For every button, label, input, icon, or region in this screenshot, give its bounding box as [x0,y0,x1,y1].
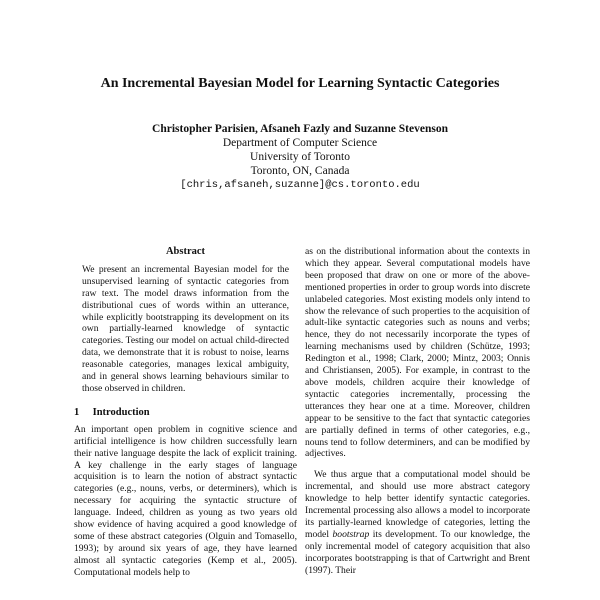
bootstrap-italic: bootstrap [332,528,370,540]
location: Toronto, ON, Canada [250,165,350,177]
left-column [74,246,297,579]
university: University of Toronto [250,151,350,163]
author-names: Christopher Parisien, Afsaneh Fazly and Suzanne Stevenson [152,123,448,135]
department: Department of Computer Science [222,137,378,149]
right-paragraph-1: as on the distributional information about the contexts in which they appear. Several computational models have been proposed that draw on one or more of the above-mentioned properties in order to group words into discrete unlabeled categories. Most existing models only intend to show the relevance of such properties to the acquisition of adult-like syntactic categories such as nouns and verbs; hence, they do not necessarily incorporate the types of learning mechanisms used by children (Schütze, 1993; Redington et al., 1998; Clark, 2000; Mintz, 2003; Onnis and Christiansen, 2005). For example, in contrast to the above models, children acquire their knowledge of syntactic categories incrementally, processing the utterances they hear one at a time. Moreover, children appear to be sensitive to the fact that syntactic categories are partially defined in terms of other categories, e.g., nouns tend to follow determiners, and can be modified by adjectives. [305,246,530,460]
paper-title: An Incremental Bayesian Model for Learning Syntactic Categories [100,76,500,91]
right-paragraph-2-start: We thus argue that a computational model should be incremental, and should use more abstract category knowledge to help better identify syntactic categories. Incremental processing also allows a model to incorporate its partially-learned knowledge of categories, letting the model [305,469,530,540]
introduction-text: An important open problem in cognitive science and artificial intelligence is how children successfully learn their native language despite the lack of explicit training. A key challenge in the early stages of language acquisition is to learn the notion of abstract syntactic categories (e.g., nouns, verbs, or determiners), which is necessary for acquiring the syntactic structure of language. Indeed, children as young as two years old show evidence of having acquired a good knowledge of some of these abstract categories (Olguin and Tomasello, 1993); by around six years of age, they have learned almost all syntactic categories (Kemp et al., 2005). Computational models help to [74,423,297,578]
author-block [0,122,600,192]
author-email: [chris,afsaneh,suzanne]@cs.toronto.edu [180,179,420,191]
right-column [305,246,530,576]
section-title: Introduction [92,406,150,418]
abstract-text: We present an incremental Bayesian model for the unsupervised learning of syntactic categories from raw text. The model draws information from the distributional cues of words within an utterance, while explicitly bootstrapping its development on its own partially-learned knowledge of syntactic categories. Testing our model on actual child-directed data, we demonstrate that it is robust to noise, learns reasonable categories, manages lexical ambiguity, and in general shows learning behaviours similar to those observed in children. [82,263,289,394]
right-paragraph-2-end: its development. To our knowledge, the only incremental model of category acquisition that also incorporates bootstrapping is that of Cartwright and Brent (1997). Their [305,528,530,576]
right-paragraph-2 [305,469,530,576]
abstract-heading: Abstract [165,246,206,257]
section-number: 1 [74,406,80,418]
section-heading-introduction [74,407,297,419]
